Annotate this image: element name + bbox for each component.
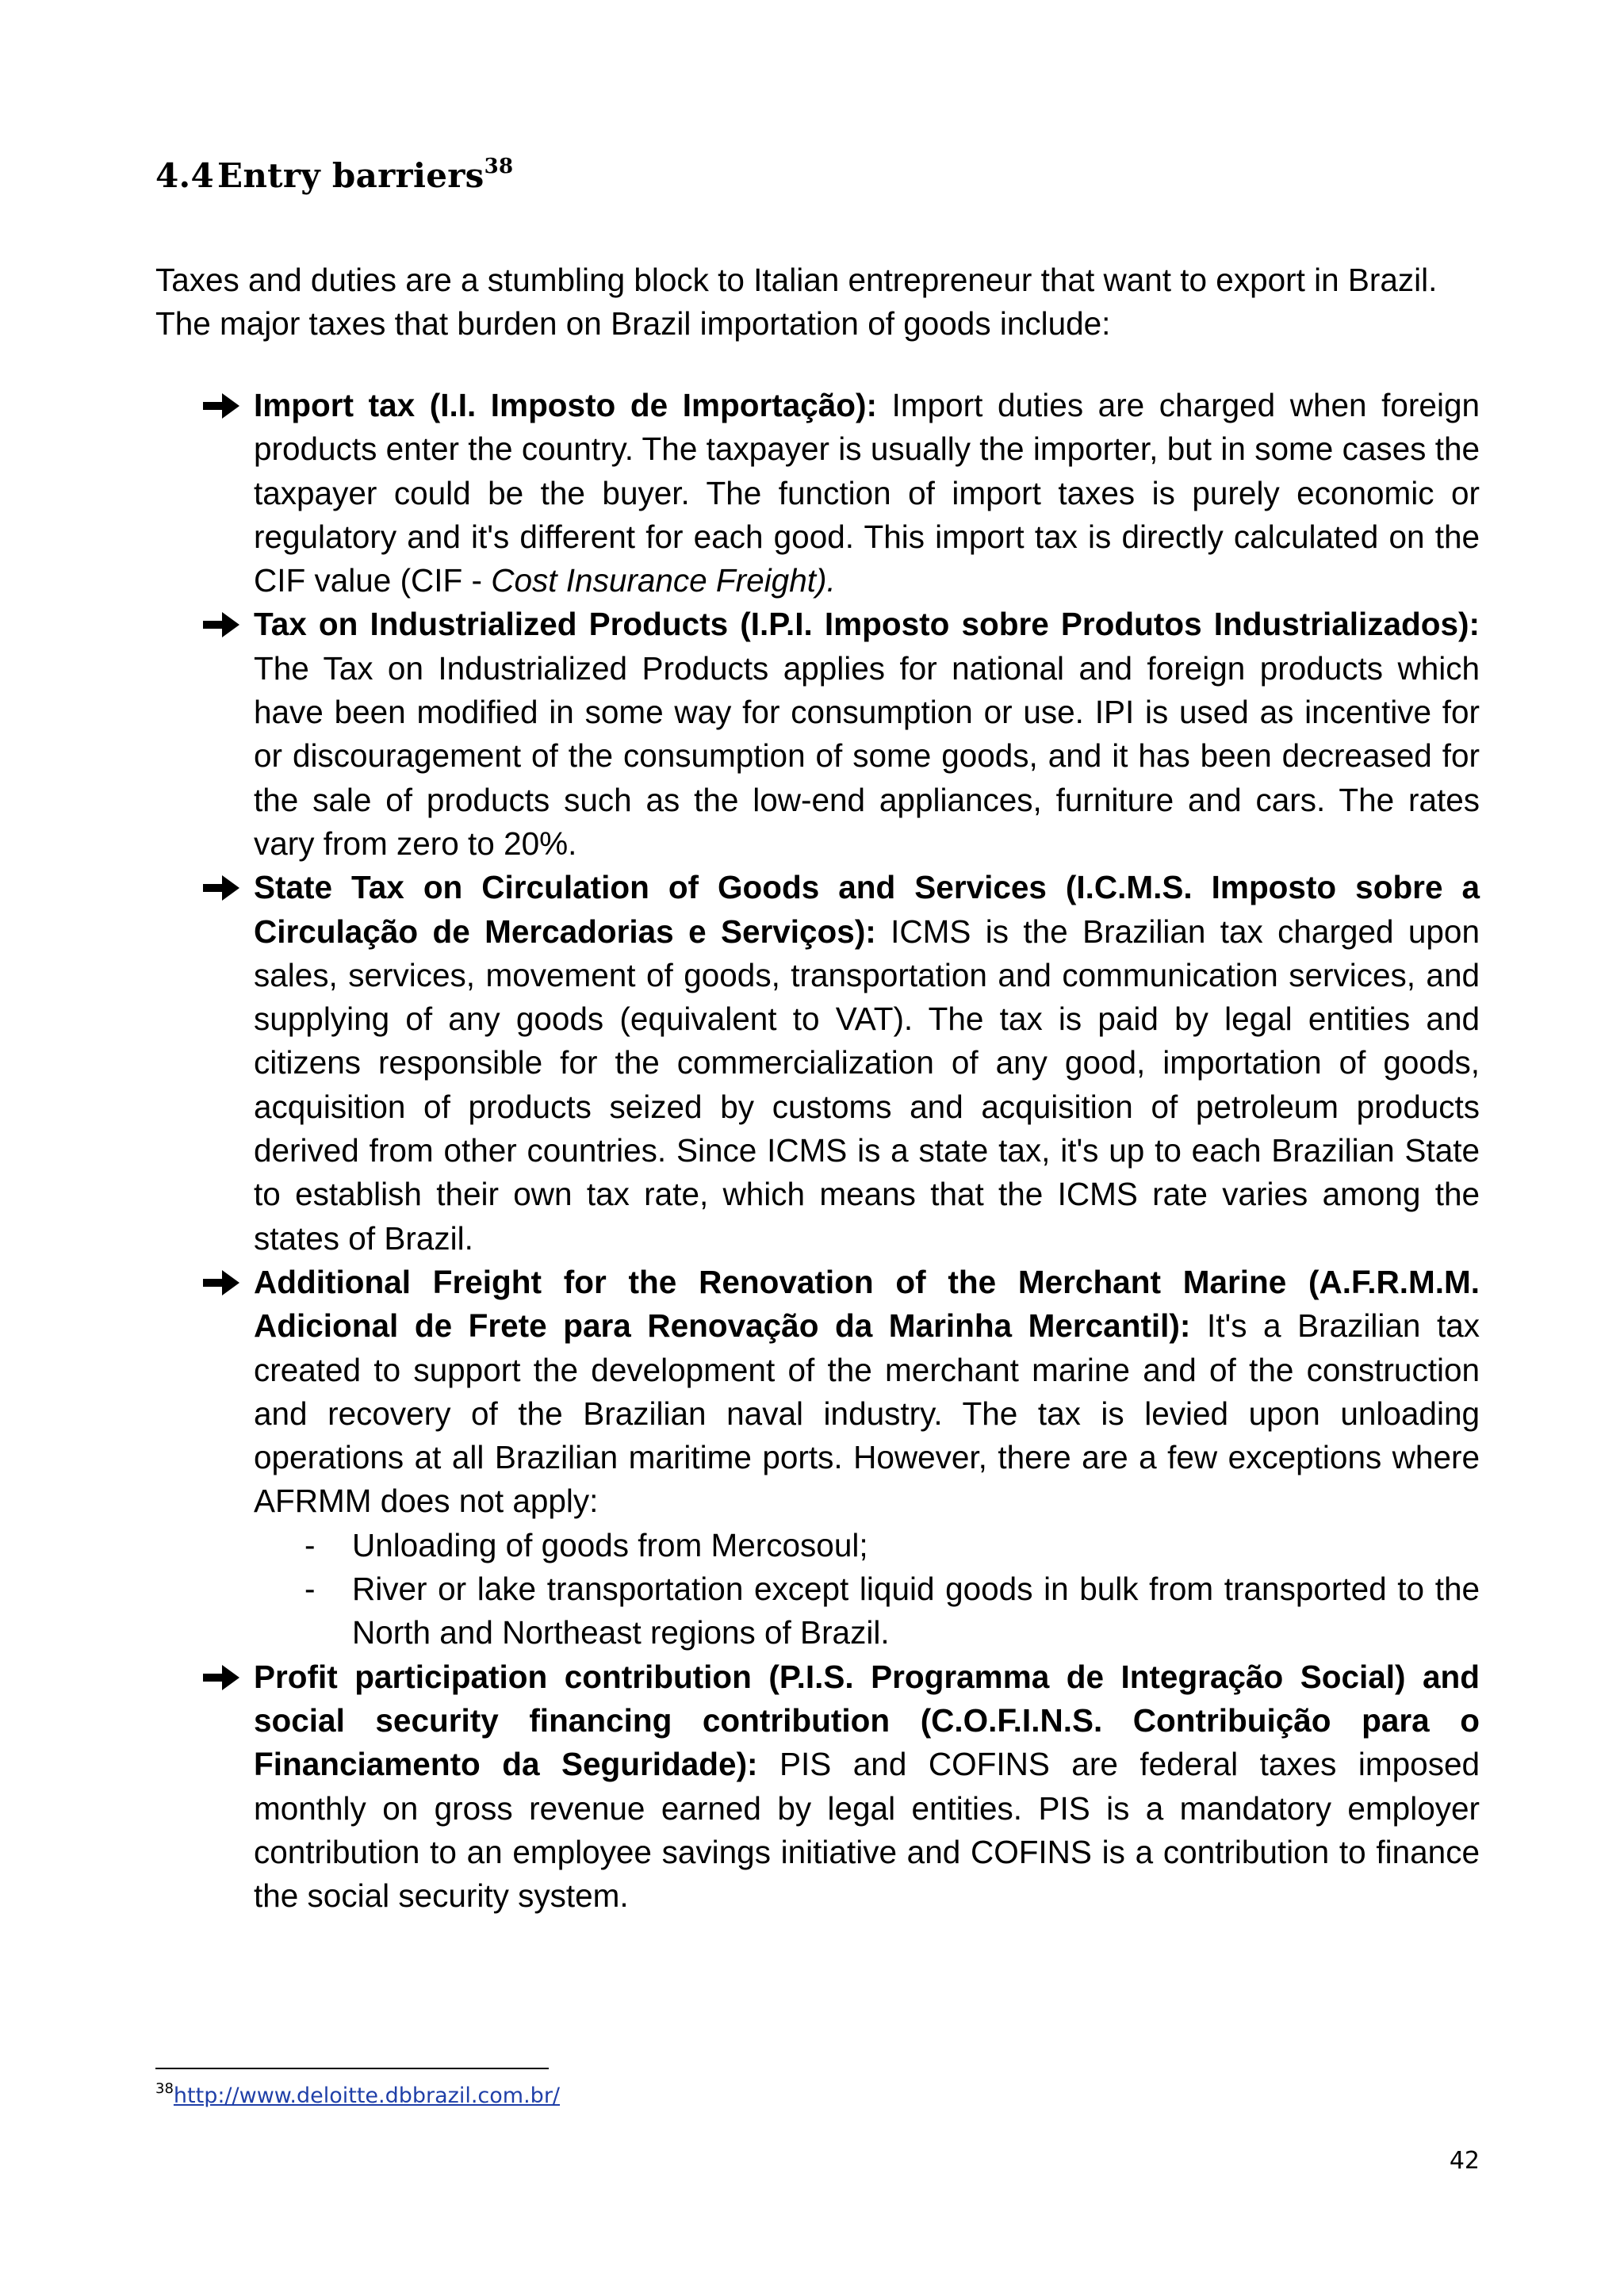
section-heading <box>155 152 513 200</box>
heading-footnote-ref[interactable]: 38 <box>484 155 514 178</box>
section-title: Entry barriers <box>217 156 485 195</box>
tax-list <box>203 384 1480 1918</box>
exception-item <box>254 1524 1480 1567</box>
intro-paragraph <box>155 258 1480 346</box>
tax-term: Import tax (I.I. Imposto de Importação): <box>254 387 878 423</box>
tax-item-pis-cofins <box>203 1655 1480 1919</box>
tax-term: Profit participation contribution (P.I.S. Programma de Integração Social) and social security financing contribution (C.O.F.I.N.S. Contribuição para o Financiamento da Seguridade): <box>254 1658 1480 1783</box>
tax-description: PIS and COFINS are federal taxes imposed monthly on gross revenue earned by legal entities. PIS is a mandatory employer contribution to an employee savings initiative and COFINS is a contribution to finance the social security system. <box>254 1746 1480 1915</box>
tax-item-afrmm <box>203 1261 1480 1655</box>
tax-item-ipi <box>203 603 1480 866</box>
tax-description: ICMS is the Brazilian tax charged upon sales, services, movement of goods, transportation and communication services, and supplying of any goods (equivalent to VAT). The tax is paid by legal entities and citizens responsible for the commercialization of any good, importation of goods, acquisition of products seized by customs and acquisition of petroleum products derived from other countries. Since ICMS is a state tax, it's up to each Brazilian State to establish their own tax rate, which means that the ICMS rate varies among the states of Brazil. <box>254 913 1480 1257</box>
exception-text: River or lake transportation except liquid goods in bulk from transported to the North and Northeast regions of Brazil. <box>352 1571 1480 1651</box>
dash-marker: - <box>304 1526 316 1563</box>
right-arrow-icon <box>203 875 239 901</box>
footnote-divider <box>155 2068 549 2069</box>
section-number: 4.4 <box>155 156 214 195</box>
tax-description: Import duties are charged when foreign products enter the country. The taxpayer is usually the importer, but in some cases the taxpayer could be the buyer. The function of import taxes is purely economic or regulatory and it's different for each good. This import tax is directly calculated on the CIF value (CIF - <box>254 387 1480 599</box>
tax-term: Additional Freight for the Renovation of the Merchant Marine (A.F.R.M.M. Adicional de Frete para Renovação da Marinha Mercantil): <box>254 1263 1480 1345</box>
exception-item <box>254 1567 1480 1655</box>
page-number: 42 <box>1449 2147 1480 2175</box>
tax-description: The Tax on Industrialized Products applies for national and foreign products which have been modified in some way for consumption or use. IPI is used as incentive for or discouragement of the consumption of some goods, and it has been decreased for the sale of products such as the low-end appliances, furniture and cars. The rates vary from zero to 20%. <box>254 649 1480 862</box>
right-arrow-icon <box>203 1270 239 1295</box>
footnote-number: 38 <box>155 2080 174 2097</box>
footnote-link[interactable]: http://www.deloitte.dbbrazil.com.br/ <box>173 2084 561 2108</box>
right-arrow-icon <box>203 393 239 419</box>
right-arrow-icon <box>203 1665 239 1690</box>
tax-term: State Tax on Circulation of Goods and Services (I.C.M.S. Imposto sobre a Circulação de Mercadorias e Serviços): <box>254 869 1480 950</box>
exceptions-list <box>254 1524 1480 1655</box>
tax-description: It's a Brazilian tax created to support the development of the merchant marine and of the construction and recovery of the Brazilian naval industry. The tax is levied upon unloading operations at all Brazilian maritime ports. However, there are a few exceptions where AFRMM does not apply: <box>254 1307 1480 1520</box>
exception-text: Unloading of goods from Mercosoul; <box>352 1526 868 1563</box>
intro-line: Taxes and duties are a stumbling block to Italian entrepreneur that want to export in Brazil. <box>155 262 1438 298</box>
tax-description-italic: Cost Insurance Freight). <box>491 562 836 599</box>
dash-marker: - <box>304 1571 316 1608</box>
footnote <box>155 2079 560 2114</box>
intro-line: The major taxes that burden on Brazil importation of goods include: <box>155 305 1111 342</box>
right-arrow-icon <box>203 612 239 637</box>
tax-term: Tax on Industrialized Products (I.P.I. Imposto sobre Produtos Industrializados): <box>254 606 1480 643</box>
tax-item-icms <box>203 866 1480 1261</box>
tax-item-import-tax <box>203 384 1480 603</box>
